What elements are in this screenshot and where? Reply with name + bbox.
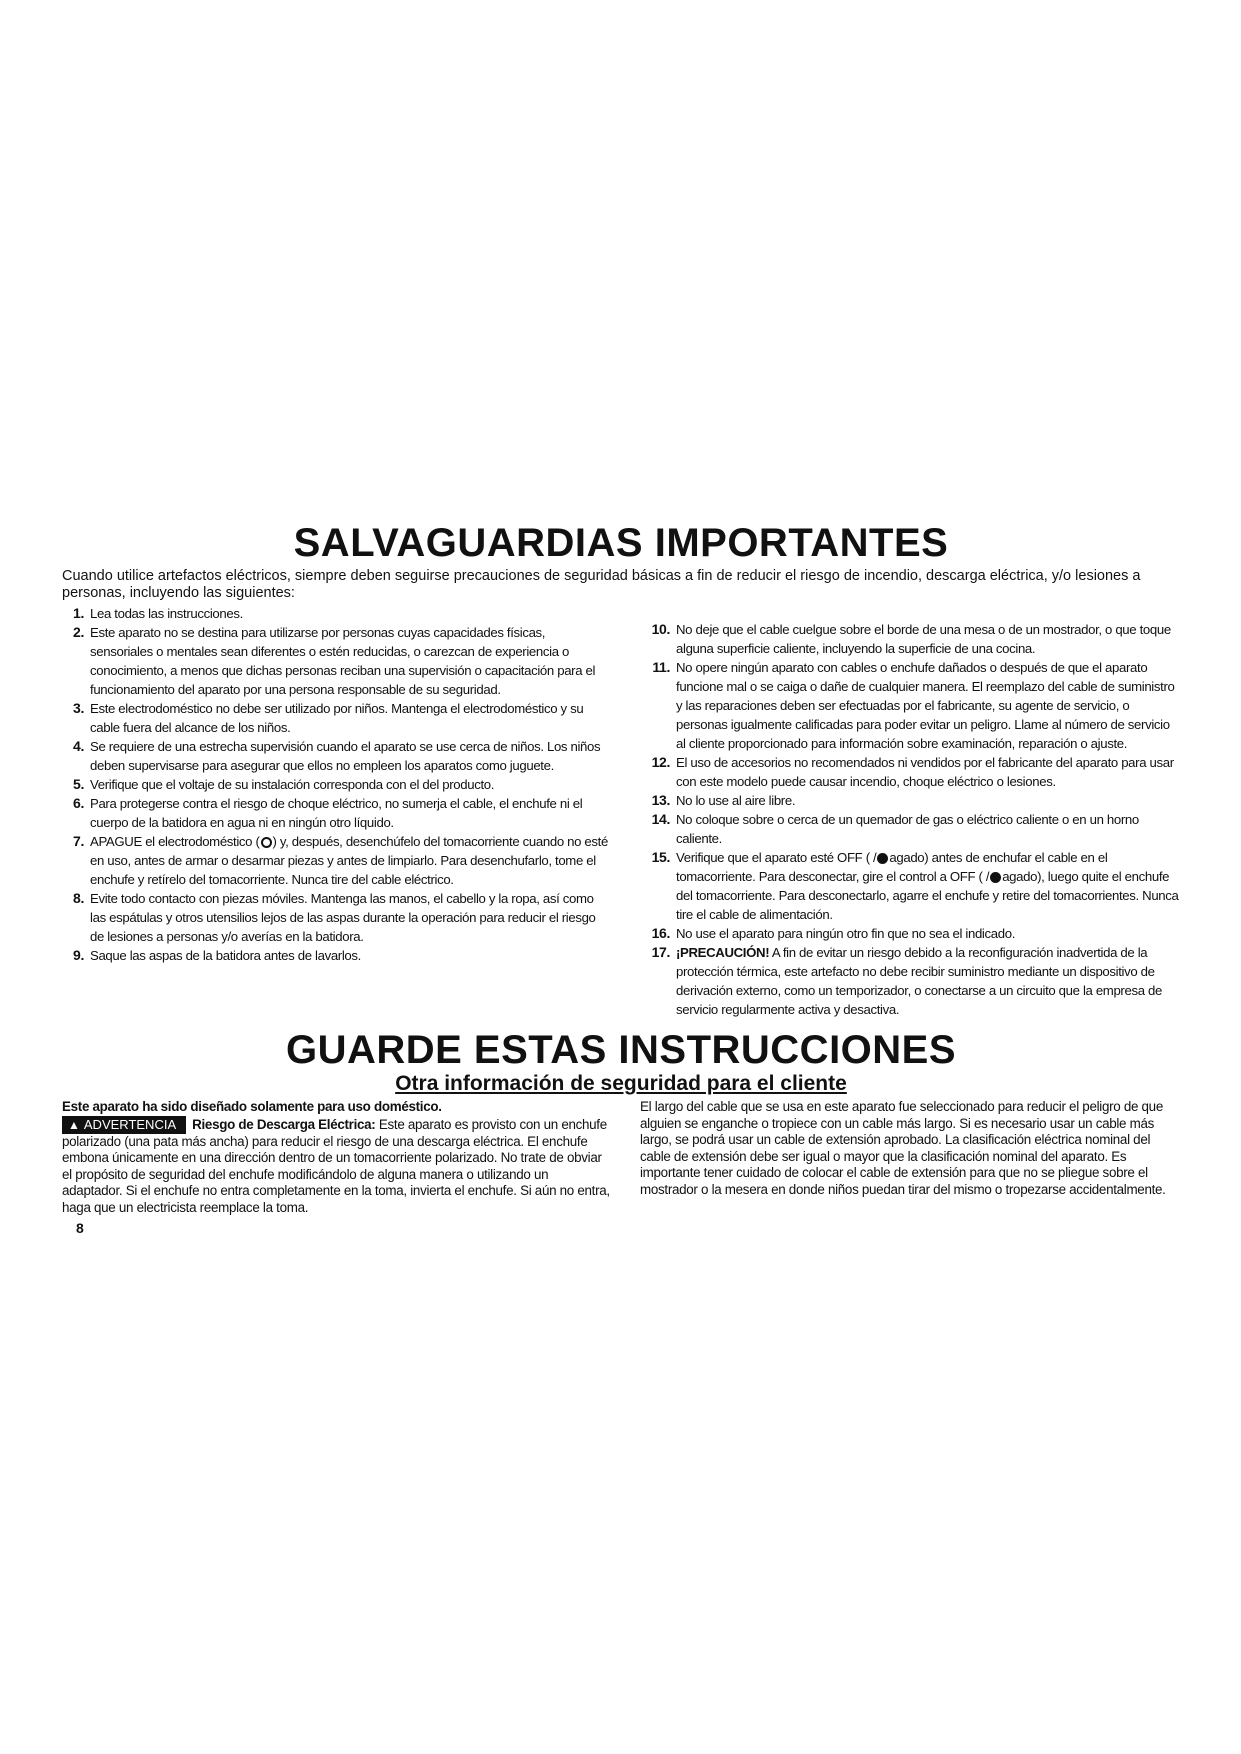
page-title: SALVAGUARDIAS IMPORTANTES [293, 521, 949, 565]
intro-paragraph: Cuando utilice artefactos eléctricos, siempre deben seguirse precauciones de seguridad básicas a fin de reducir el riesgo de incendio, descarga eléctrica, y/o lesiones a personas, incluyendo las siguientes: [62, 568, 1141, 601]
power-off-icon [990, 872, 1001, 883]
list-item: 6. Para protegerse contra el riesgo de choque eléctrico, no sumerja el cable, el enchufe ni el cuerpo de la batidora en agua ni en ningún otro líquido. [73, 795, 583, 830]
list-item: 8. Evite todo contacto con piezas móviles. Mantenga las manos, el cabello y la ropa, así como las espátulas y otros utensilios lejos de las aspas durante la operación para reducir el riesgo de lesiones a personas y/o averías en la batidora. [73, 890, 596, 944]
list-item: 10. No deje que el cable cuelgue sobre el borde de una mesa o de un mostrador, o que toque alguna superficie caliente, incluyendo la superficie de una cocina. [651, 621, 1171, 656]
list-item: 4. Se requiere de una estrecha supervisión cuando el aparato se use cerca de niños. Los niños deben supervisarse para asegurar que ellos no empleen los aparatos como juguete. [73, 738, 601, 773]
page-number: 8 [76, 1220, 84, 1236]
safety-info-left [62, 1099, 610, 1237]
list-item: 2. Este aparato no se destina para utilizarse por personas cuyas capacidades físicas, sensoriales o mentales sean diferentes o estén reducidas, o carezcan de experiencia o conocimiento, a menos que dichas personas reciban una supervisión o capacitación para el funcionamiento del aparato por una persona responsable de su seguridad. [73, 624, 596, 697]
warning-triangle-icon: ▲ [68, 1117, 80, 1132]
customer-safety-subtitle: Otra información de seguridad para el cliente [395, 1072, 847, 1095]
safety-info-columns [62, 1099, 1180, 1237]
list-item: 3. Este electrodoméstico no debe ser utilizado por niños. Mantenga el electrodoméstico y su cable fuera del alcance de los niños. [73, 700, 584, 735]
safeguards-list-right [640, 620, 1180, 1019]
list-item: 7. APAGUE el electrodoméstico ( ) y, después, desenchúfelo del tomacorriente cuando no esté en uso, antes de armar o desarmar piezas y antes de limpiarlo. Para desenchufarlo, tome el enchufe y retírelo del tomacorriente. Nunca tire del cable eléctrico. [73, 833, 608, 887]
safeguards-columns [62, 604, 1180, 1019]
safeguards-left-column [62, 604, 610, 1019]
list-item: 16. No use el aparato para ningún otro fin que no sea el indicado. [651, 925, 1016, 941]
list-item: 9. Saque las aspas de la batidora antes de lavarlos. [73, 947, 361, 963]
manual-page [62, 520, 1180, 1237]
warning-paragraph [62, 1116, 610, 1217]
list-item: 17. ¡PRECAUCIÓN! A fin de evitar un riesgo debido a la reconfiguración inadvertida de la protección térmica, este artefacto no debe recibir suministro mediante un dispositivo de derivación externo, como un temporizador, o conectarse a un circuito que la empresa de servicio regularmente activa y desactiva. [651, 944, 1162, 1017]
power-off-icon [261, 837, 272, 848]
warning-badge: ▲ ADVERTENCIA [62, 1116, 186, 1134]
list-item: 5. Verifique que el voltaje de su instalación corresponda con el del producto. [73, 776, 495, 792]
list-item: 14. No coloque sobre o cerca de un quemador de gas o eléctrico caliente o en un horno caliente. [651, 811, 1139, 846]
list-item: 12. El uso de accesorios no recomendados ni vendidos por el fabricante del aparato para usar con este modelo puede causar incendio, choque eléctrico o lesiones. [651, 754, 1174, 789]
power-off-icon [877, 853, 888, 864]
safety-info-right [640, 1099, 1180, 1237]
household-use-note: Este aparato ha sido diseñado solamente para uso doméstico. [62, 1099, 442, 1114]
safeguards-right-column [640, 604, 1180, 1019]
save-instructions-title: GUARDE ESTAS INSTRUCCIONES [285, 1028, 957, 1072]
list-item: 13. No lo use al aire libre. [651, 792, 796, 808]
warning-heading: Riesgo de Descarga Eléctrica: [192, 1116, 376, 1132]
list-item: 15. Verifique que el aparato esté OFF ( / agado) antes de enchufar el cable en el tomacorriente. Para desconectar, gire el control a OFF ( / agado), luego quite el enchufe del tomacorriente. Para desconectarlo, agarre el enchufe y retire del tomacorrientes. Nunca tire el cable de alimentación. [651, 849, 1179, 922]
safeguards-list-left [62, 604, 610, 965]
cord-info-paragraph: El largo del cable que se usa en este aparato fue seleccionado para reducir el peligro de que alguien se enganche o tropiece con un cable más largo. Si es necesario usar un cable más largo, se podrá usar un cable de extensión aprobado. La clasificación eléctrica nominal del cable de extensión debe ser igual o mayor que la clasificación nominal del aparato. Es importante tener cuidado de colocar el cable de extensión para que no se pliegue sobre el mostrador o la mesera en donde niños puedan tirar del mismo o tropezarse accidentalmente. [640, 1099, 1166, 1197]
list-item: 11. No opere ningún aparato con cables o enchufe dañados o después de que el aparato funcione mal o se caiga o dañe de cualquier manera. El reemplazo del cable de suministro y las reparaciones deben ser efectuadas por el fabricante, su agente de servicio, o personas igualmente calificadas para poder evitar un peligro. Llame al número de servicio al cliente proporcionado para información sobre examinación, reparación o ajuste. [652, 659, 1175, 751]
warning-text: Este aparato es provisto con un enchufe polarizado (una pata más ancha) para reducir el riesgo de una descarga eléctrica. El enchufe embona únicamente en una dirección dentro de un tomacorriente polarizado. No trate de obviar el propósito de seguridad del enchufe modificándolo de alguna manera o utilizando un adaptador. Si el enchufe no entra completamente en la toma, invierta el enchufe. Si aún no entra, haga que un electricista reemplace la toma. [62, 1116, 610, 1215]
list-item: 1. Lea todas las instrucciones. [73, 605, 243, 621]
